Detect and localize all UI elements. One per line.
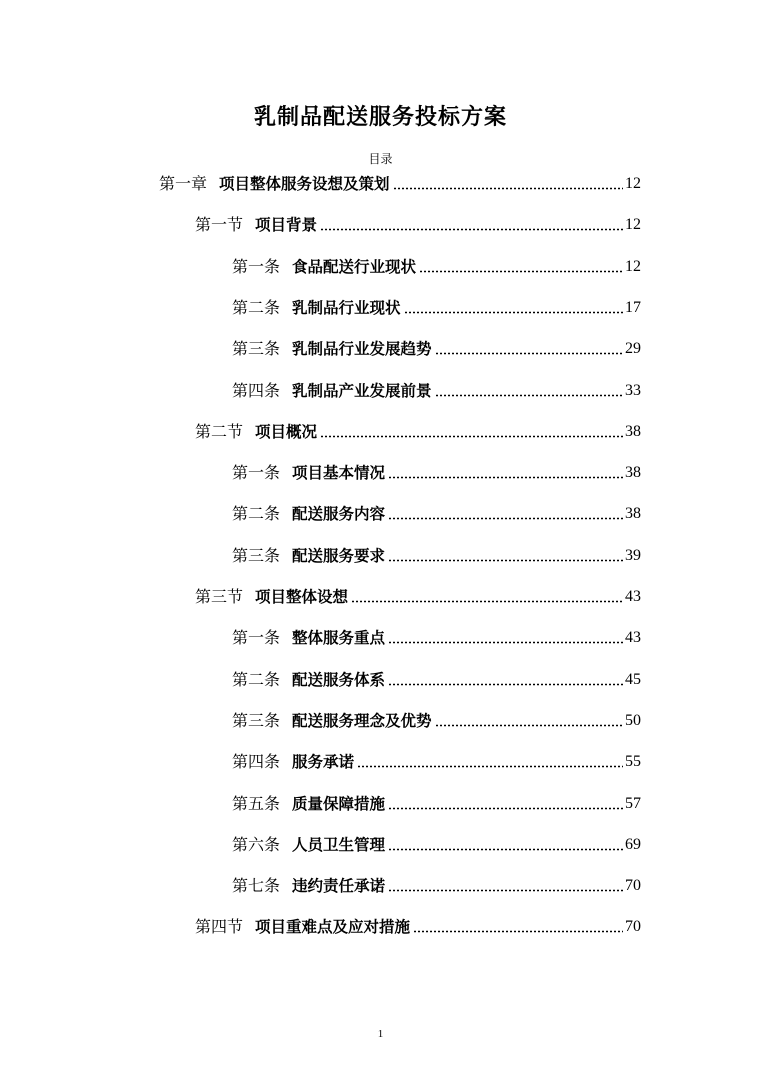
toc-entry-title: 配送服务内容 <box>292 505 386 523</box>
toc-entry[interactable] <box>232 253 641 277</box>
toc-entry[interactable] <box>232 459 641 483</box>
toc-entry[interactable] <box>232 872 641 896</box>
toc-entry-number: 第一节 <box>195 215 244 234</box>
toc-entry[interactable] <box>159 170 641 194</box>
toc-entry-title: 项目重难点及应对措施 <box>255 918 411 936</box>
toc-entry-number: 第四条 <box>232 381 281 400</box>
toc-entry-page: 12 <box>625 175 641 192</box>
dot-leader <box>388 641 623 644</box>
toc-entry-number: 第一条 <box>232 628 281 647</box>
toc-entry-title: 乳制品产业发展前景 <box>292 382 432 400</box>
dot-leader <box>388 517 623 520</box>
toc-entry-title: 乳制品行业现状 <box>292 299 401 317</box>
toc-entry-title: 乳制品行业发展趋势 <box>292 340 432 358</box>
toc-entry-number: 第二条 <box>232 670 281 689</box>
document-title: 乳制品配送服务投标方案 <box>253 105 507 130</box>
dot-leader <box>357 765 623 768</box>
toc-entry-title: 配送服务体系 <box>292 671 386 689</box>
toc-entry-title: 食品配送行业现状 <box>292 258 417 276</box>
toc-entry-page: 12 <box>625 258 641 275</box>
toc-entry-page: 70 <box>625 918 641 935</box>
toc-entry-title: 配送服务要求 <box>292 547 386 565</box>
toc-entry-number: 第二条 <box>232 298 281 317</box>
toc-entry[interactable] <box>232 542 641 566</box>
dot-leader <box>393 187 623 190</box>
dot-leader <box>388 559 623 562</box>
toc-entry[interactable] <box>232 790 641 814</box>
toc-entry-page: 29 <box>625 340 641 357</box>
toc-entry[interactable] <box>232 831 641 855</box>
toc-entry-title: 服务承诺 <box>292 753 355 771</box>
dot-leader <box>435 352 623 355</box>
toc-entry-number: 第四条 <box>232 752 281 771</box>
toc-entry-number: 第三条 <box>232 711 281 730</box>
toc-entry[interactable] <box>232 294 641 318</box>
toc-entry-title: 人员卫生管理 <box>292 836 386 854</box>
toc-entry[interactable] <box>232 666 641 690</box>
dot-leader <box>404 311 623 314</box>
toc-entry-number: 第一条 <box>232 463 281 482</box>
toc-entry-page: 38 <box>625 464 641 481</box>
toc-entry[interactable] <box>195 583 641 607</box>
toc-entry-number: 第三条 <box>232 339 281 358</box>
toc-entry-number: 第七条 <box>232 876 281 895</box>
dot-leader <box>419 270 623 273</box>
dot-leader <box>320 228 623 231</box>
toc-entry-page: 43 <box>625 629 641 646</box>
toc-entry-page: 39 <box>625 547 641 564</box>
toc-entry[interactable] <box>195 211 641 235</box>
toc-entry-title: 违约责任承诺 <box>292 877 386 895</box>
toc-entry[interactable] <box>195 418 641 442</box>
toc-entry[interactable] <box>232 377 641 401</box>
toc-entry-page: 43 <box>625 588 641 605</box>
toc-entry-page: 33 <box>625 382 641 399</box>
toc-entry-title: 整体服务重点 <box>292 629 386 647</box>
toc-entry[interactable] <box>232 624 641 648</box>
dot-leader <box>388 807 623 810</box>
toc-entry-number: 第一条 <box>232 257 281 276</box>
toc-entry-page: 38 <box>625 505 641 522</box>
toc-entry-number: 第一章 <box>159 174 208 193</box>
toc-entry-title: 项目基本情况 <box>292 464 386 482</box>
toc-entry-page: 38 <box>625 423 641 440</box>
toc-entry-title: 项目概况 <box>255 423 318 441</box>
toc-entry-title: 项目整体服务设想及策划 <box>219 175 390 193</box>
toc-entry-page: 55 <box>625 753 641 770</box>
toc-entry-page: 50 <box>625 712 641 729</box>
toc-entry-page: 45 <box>625 671 641 688</box>
toc-entry-title: 项目背景 <box>255 216 318 234</box>
toc-entry-page: 70 <box>625 877 641 894</box>
toc-entry-number: 第五条 <box>232 794 281 813</box>
dot-leader <box>388 848 623 851</box>
dot-leader <box>435 724 623 727</box>
toc-heading: 目录 <box>368 152 393 166</box>
dot-leader <box>351 600 623 603</box>
toc-entry[interactable] <box>232 748 641 772</box>
toc-entry-title: 配送服务理念及优势 <box>292 712 432 730</box>
toc-entry-page: 69 <box>625 836 641 853</box>
toc-entry-number: 第六条 <box>232 835 281 854</box>
dot-leader <box>388 889 623 892</box>
toc-entry[interactable] <box>195 913 641 937</box>
toc-entry[interactable] <box>232 500 641 524</box>
dot-leader <box>388 683 623 686</box>
toc-entry[interactable] <box>232 707 641 731</box>
toc-entry[interactable] <box>232 335 641 359</box>
toc-entry-page: 57 <box>625 795 641 812</box>
toc-entry-page: 17 <box>625 299 641 316</box>
toc-entry-page: 12 <box>625 216 641 233</box>
toc-entry-number: 第三条 <box>232 546 281 565</box>
toc-entry-number: 第三节 <box>195 587 244 606</box>
toc-entry-number: 第二节 <box>195 422 244 441</box>
dot-leader <box>388 476 623 479</box>
toc-entry-title: 项目整体设想 <box>255 588 349 606</box>
toc-entry-number: 第四节 <box>195 917 244 936</box>
dot-leader <box>320 435 623 438</box>
page-number: 1 <box>377 1028 384 1040</box>
dot-leader <box>413 930 623 933</box>
toc-entry-number: 第二条 <box>232 504 281 523</box>
toc-entry-title: 质量保障措施 <box>292 795 386 813</box>
dot-leader <box>435 394 623 397</box>
